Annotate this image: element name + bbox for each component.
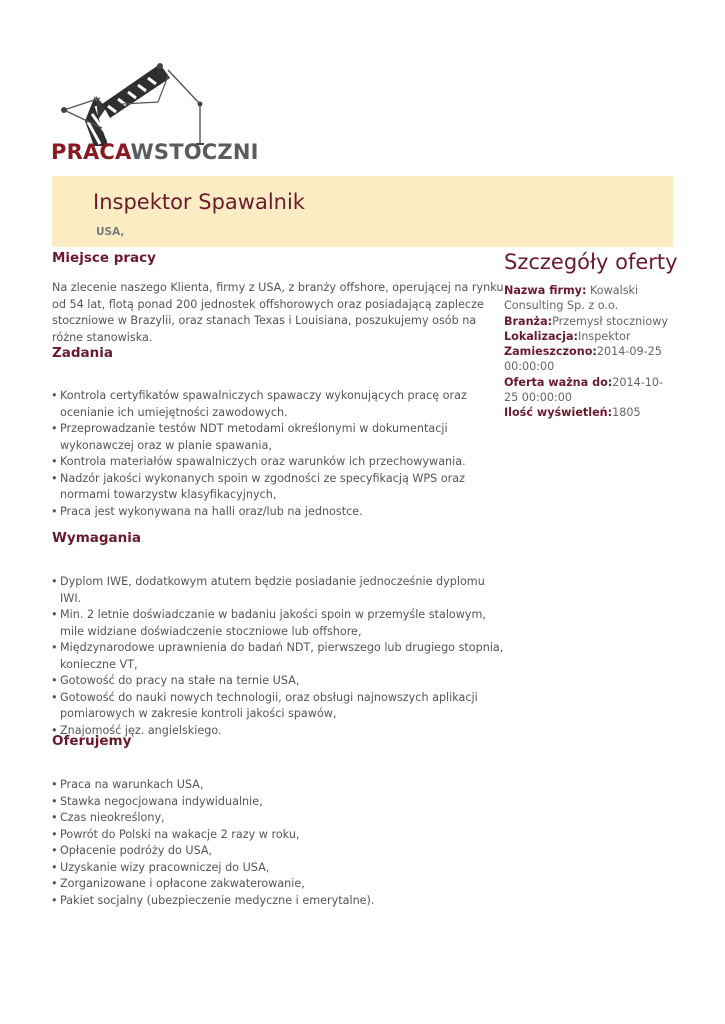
list-item: • Gotowość do pracy na stałe na ternie USA, — [52, 673, 504, 690]
detail-value: 2014-10-25 00:00:00 — [504, 375, 664, 405]
logo-part-1: PRACA — [51, 140, 131, 164]
detail-label: Ilość wyświetleń: — [504, 406, 613, 420]
detail-value: 2014-09-25 00:00:00 — [504, 345, 662, 374]
detail-value: Przemysł stoczniowy — [552, 314, 668, 328]
tasks-list — [52, 388, 504, 520]
detail-label: Branża: — [504, 314, 553, 328]
job-title: Inspektor Spawalnik — [93, 190, 305, 214]
list-item: • Powrót do Polski na wakacje 2 razy w roku, — [52, 827, 504, 844]
offer-list — [52, 777, 504, 909]
list-item: • Kontrola materiałów spawalniczych oraz warunków ich przechowywania. — [52, 454, 504, 471]
job-location: USA, — [96, 226, 125, 238]
list-item: • Zorganizowane i opłacone zakwaterowanie, — [52, 876, 504, 893]
logo-part-2: WSTOCZNI — [130, 140, 259, 164]
list-item: • Przeprowadzanie testów NDT metodami określonymi w dokumentacji wykonawczej oraz w planie spawania, — [52, 421, 504, 454]
detail-views — [504, 405, 674, 420]
detail-value: Kowalski Consulting Sp. z o.o. — [504, 284, 639, 313]
list-item: • Międzynarodowe uprawnienia do badań NDT, pierwszego lub drugiego stopnia, konieczne VT, — [52, 640, 504, 673]
list-item: • Uzyskanie wizy pracowniczej do USA, — [52, 860, 504, 877]
list-item: • Kontrola certyfikatów spawalniczych spawaczy wykonujących pracę oraz ocenianie ich umiejętności zawodowych. — [52, 388, 504, 421]
list-item: • Gotowość do nauki nowych technologii, oraz obsługi najnowszych aplikacji pomiarowych w zakresie kontroli jakości spawów, — [52, 690, 504, 723]
list-item: • Praca jest wykonywana na halli oraz/lub na jednostce. — [52, 504, 504, 521]
list-item: • Dyplom IWE, dodatkowym atutem będzie posiadanie jednocześnie dyplomu IWI. — [52, 574, 504, 607]
list-item: • Opłacenie podróży do USA, — [52, 843, 504, 860]
list-item: • Stawka negocjowana indywidualnie, — [52, 794, 504, 811]
details-list — [504, 283, 674, 421]
heading-requirements: Wymagania — [52, 530, 141, 546]
list-item: • Czas nieokreślony, — [52, 810, 504, 827]
detail-label: Nazwa firmy: — [504, 284, 587, 297]
list-item: • Praca na warunkach USA, — [52, 777, 504, 794]
detail-label: Oferta ważna do: — [504, 375, 613, 389]
heading-offer: Oferujemy — [52, 733, 132, 749]
list-item: • Nadzór jakości wykonanych spoin w zgodności ze specyfikacją WPS oraz normami towarzystw klasyfikacyjnych, — [52, 471, 504, 504]
detail-label: Lokalizacja: — [504, 329, 579, 343]
place-text: Na zlecenie naszego Klienta, firmy z USA, z branży offshore, operującej na rynku od 54 lat, flotą ponad 200 jednostek offshorowych oraz posiadającą zaplecze stoczniowe w Brazylii, oraz stanach Texas i Louisiana, poszukujemy osób na różne stanowiska. — [52, 281, 504, 344]
detail-valid — [504, 375, 674, 406]
detail-label: Zamieszczono: — [504, 345, 597, 359]
detail-industry — [504, 314, 674, 329]
requirements-list — [52, 574, 504, 739]
detail-company — [504, 283, 674, 314]
detail-value: 1805 — [612, 406, 641, 420]
list-item: • Min. 2 letnie doświadczanie w badaniu jakości spoin w przemyśle stalowym, mile widziane doświadczenie stoczniowe lub offshore, — [52, 607, 504, 640]
detail-location — [504, 329, 674, 344]
detail-value: Inspektor — [578, 329, 631, 343]
detail-posted — [504, 344, 674, 375]
heading-tasks: Zadania — [52, 345, 114, 361]
heading-place: Miejsce pracy — [52, 250, 156, 266]
list-item: • Znajomość jęz. angielskiego. — [52, 723, 504, 740]
list-item: • Pakiet socjalny (ubezpieczenie medyczne i emerytalne). — [52, 893, 504, 910]
job-header-banner — [52, 176, 673, 247]
logo-wordmark[interactable] — [51, 140, 259, 164]
details-title: Szczegóły oferty — [504, 250, 678, 274]
